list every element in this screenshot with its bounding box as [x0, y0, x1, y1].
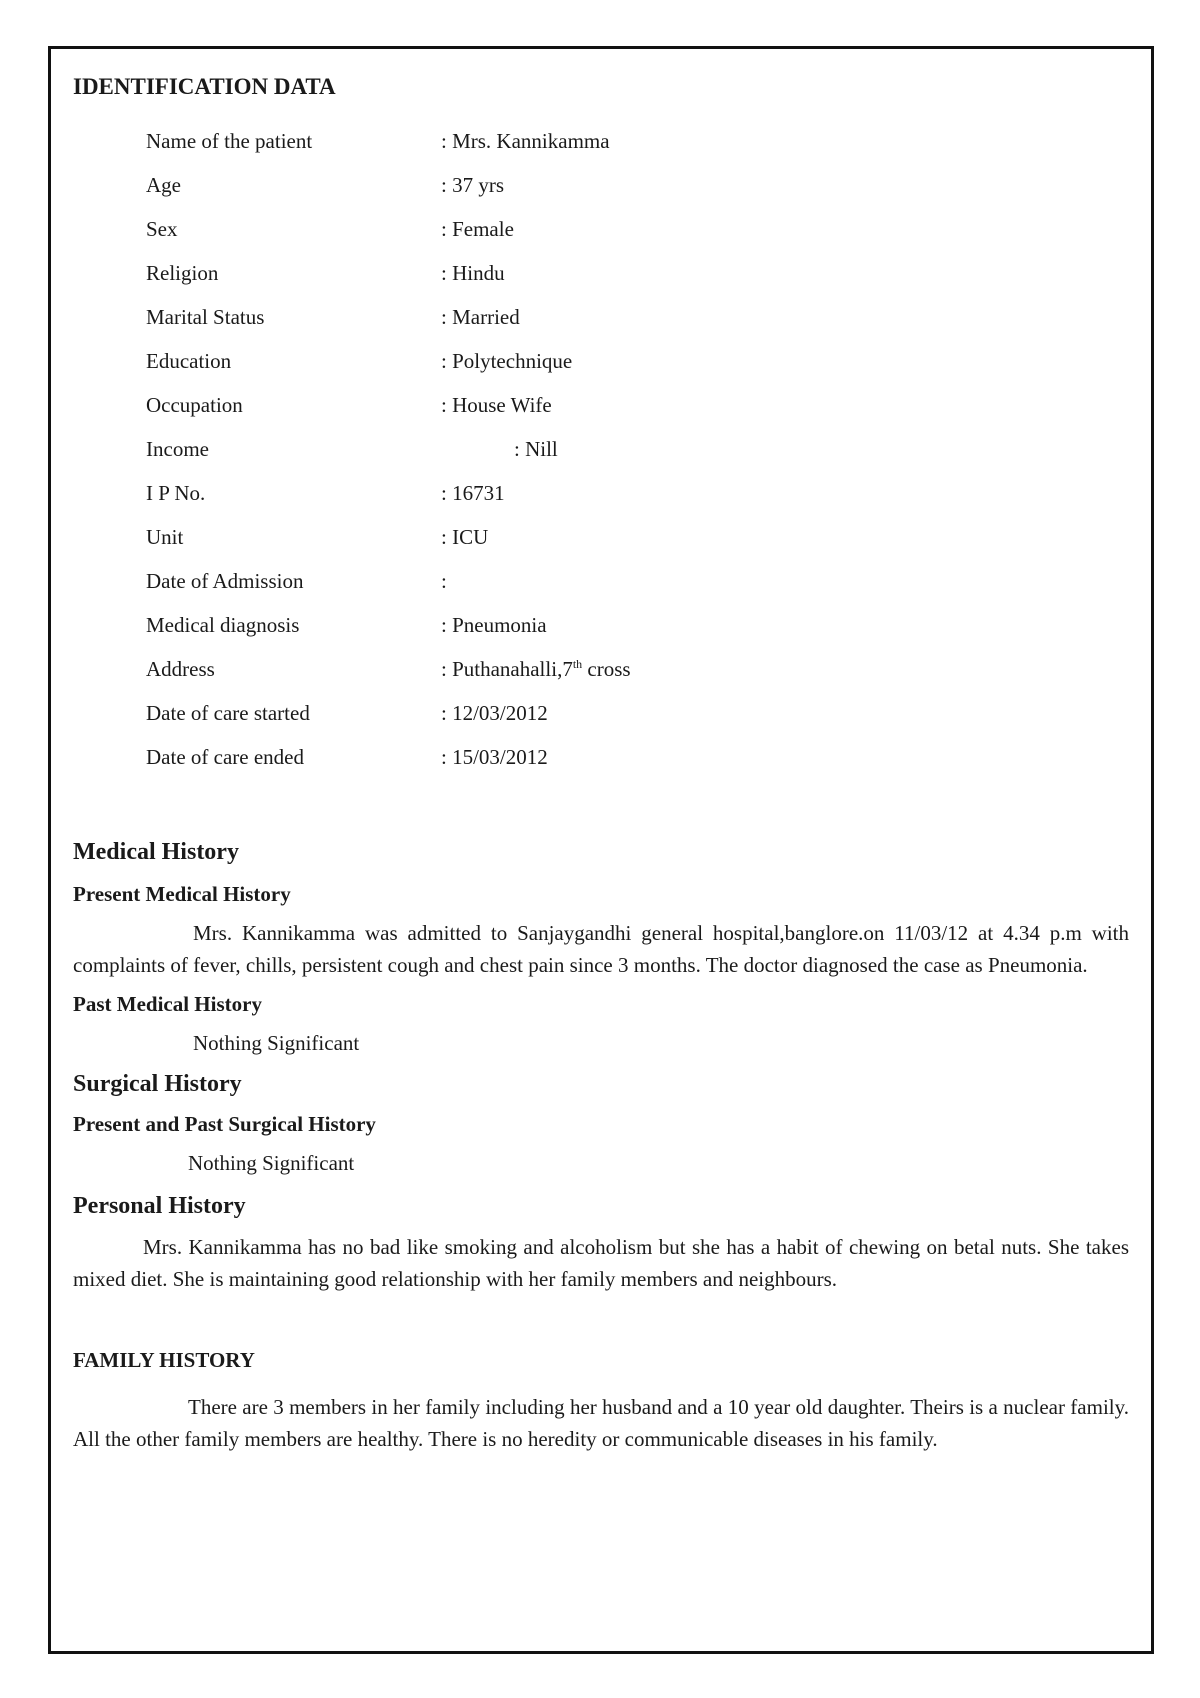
- id-row-occupation: [146, 383, 1129, 427]
- id-value: : Married: [441, 304, 520, 329]
- id-label: Unit: [146, 524, 184, 549]
- id-label: Income: [146, 436, 209, 461]
- identification-table: [146, 119, 1129, 779]
- personal-history-heading: Personal History: [73, 1193, 246, 1219]
- id-value: : Hindu: [441, 260, 505, 285]
- id-label: Address: [146, 656, 215, 681]
- id-label: Date of Admission: [146, 568, 304, 593]
- personal-history-text: [73, 1231, 1129, 1295]
- id-row-religion: [146, 251, 1129, 295]
- id-label: Medical diagnosis: [146, 612, 300, 637]
- family-history-heading: FAMILY HISTORY: [73, 1348, 255, 1372]
- past-medical-history-heading: Past Medical History: [73, 992, 262, 1016]
- id-row-name: [146, 119, 1129, 163]
- document-content: [73, 73, 1129, 1455]
- surgical-history-heading: Surgical History: [73, 1071, 242, 1097]
- id-row-sex: [146, 207, 1129, 251]
- medical-history-heading: Medical History: [73, 839, 239, 865]
- identification-heading: IDENTIFICATION DATA: [73, 74, 336, 99]
- id-row-income: [146, 427, 1129, 471]
- surgical-history-body: Nothing Significant: [188, 1151, 355, 1175]
- id-label: Age: [146, 172, 181, 197]
- present-medical-history-heading: Present Medical History: [73, 882, 291, 906]
- id-row-date-care-ended: [146, 735, 1129, 779]
- id-value: :: [441, 568, 447, 593]
- past-medical-history-text: [73, 1027, 1129, 1059]
- family-history-body: There are 3 members in her family including her husband and a 10 year old daughter. Theirs is a nuclear family. All the other family members are healthy. There is no heredity or communicable diseases in his family.: [73, 1395, 1129, 1451]
- id-label: Date of care started: [146, 700, 310, 725]
- id-label: Marital Status: [146, 304, 265, 329]
- id-value: : 16731: [441, 480, 505, 505]
- id-label: Religion: [146, 260, 219, 285]
- id-value: : 15/03/2012: [441, 744, 548, 769]
- document-frame: [48, 46, 1154, 1654]
- id-label: Sex: [146, 216, 178, 241]
- id-label: Name of the patient: [146, 128, 313, 153]
- id-value: : 37 yrs: [441, 172, 504, 197]
- id-value: : House Wife: [441, 392, 552, 417]
- past-medical-history-body: Nothing Significant: [193, 1031, 360, 1055]
- family-history-text: [73, 1391, 1129, 1455]
- address-superscript: th: [572, 656, 583, 671]
- id-row-date-of-admission: [146, 559, 1129, 603]
- present-past-surgical-history-heading: Present and Past Surgical History: [73, 1112, 376, 1136]
- id-value: : Mrs. Kannikamma: [441, 128, 610, 153]
- surgical-history-text: [73, 1147, 1129, 1179]
- id-row-unit: [146, 515, 1129, 559]
- personal-history-body: Mrs. Kannikamma has no bad like smoking and alcoholism but she has a habit of chewing on betal nuts. She takes mixed diet. She is maintaining good relationship with her family members and neighbours.: [73, 1235, 1129, 1291]
- id-row-date-care-started: [146, 691, 1129, 735]
- id-value: : Female: [441, 216, 514, 241]
- id-label: Education: [146, 348, 232, 373]
- present-medical-history-text: [73, 917, 1129, 981]
- id-value: : ICU: [441, 524, 489, 549]
- id-value-address: [441, 657, 631, 682]
- id-label: Date of care ended: [146, 744, 304, 769]
- id-label: Occupation: [146, 392, 243, 417]
- address-prefix: : Puthanahalli,7: [441, 656, 573, 681]
- id-value: : Nill: [514, 436, 558, 461]
- id-row-medical-diagnosis: [146, 603, 1129, 647]
- id-value: : 12/03/2012: [441, 700, 548, 725]
- id-row-education: [146, 339, 1129, 383]
- id-row-ip-no: [146, 471, 1129, 515]
- present-medical-history-body: Mrs. Kannikamma was admitted to Sanjaygandhi general hospital,banglore.on 11/03/12 at 4.34 p.m with complaints of fever, chills, persistent cough and chest pain since 3 months. The doctor diagnosed the case as Pneumonia.: [73, 921, 1129, 977]
- id-value: : Pneumonia: [441, 612, 547, 637]
- id-row-address: [146, 647, 1129, 691]
- id-row-age: [146, 163, 1129, 207]
- id-row-marital-status: [146, 295, 1129, 339]
- id-value: : Polytechnique: [441, 348, 573, 373]
- id-label: I P No.: [146, 480, 206, 505]
- address-suffix: cross: [582, 656, 631, 681]
